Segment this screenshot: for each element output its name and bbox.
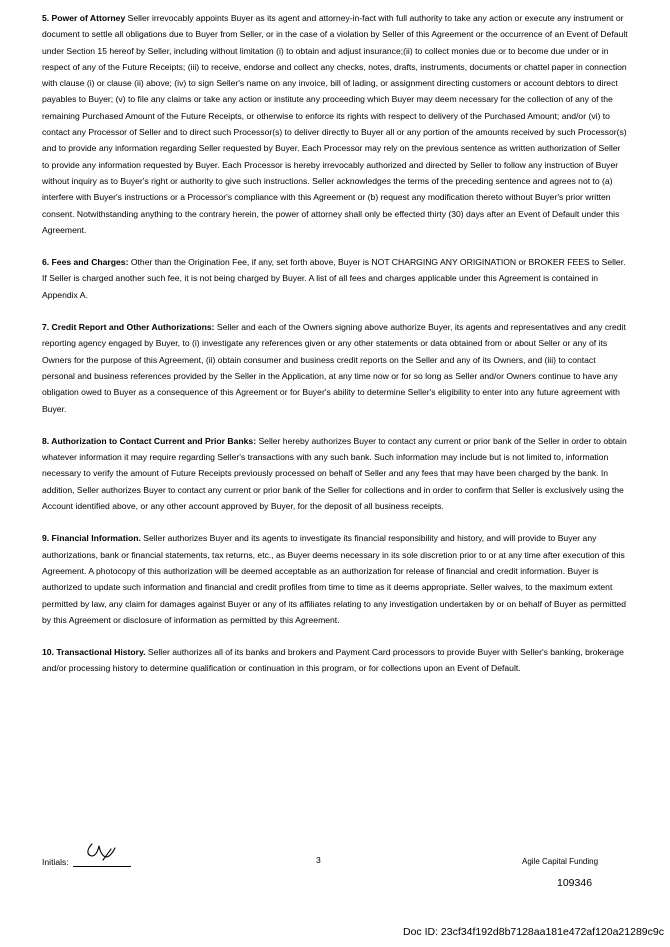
section-text: Other than the Origination Fee, if any, set forth above, Buyer is NOT CHARGING ANY ORIGINATION or BROKER FEES to Seller. If Seller is charged another such fee, it is not being charged by Buyer. A list of all fees and charges applicable under this Agreement is contained in Appendix A. — [42, 257, 626, 300]
section-heading: 8. Authorization to Contact Current and Prior Banks: — [42, 435, 257, 446]
initials-label: Initials: — [42, 857, 69, 867]
section-contact-banks — [42, 433, 628, 514]
section-transactional-history — [42, 644, 628, 677]
page-number: 3 — [316, 855, 321, 865]
handwritten-initials-signature — [83, 838, 119, 864]
section-financial-information — [42, 530, 628, 628]
section-heading: 10. Transactional History. — [42, 647, 146, 658]
section-heading: 9. Financial Information. — [42, 533, 141, 544]
section-heading: 5. Power of Attorney — [42, 13, 126, 23]
section-text: Seller authorizes all of its banks and brokers and Payment Card processors to provide Buyer with Seller's banking, brokerage and/or processing history to determine qualification or continuation in this program, or for collections upon an Event of Default. — [42, 647, 624, 674]
section-text: Seller irrevocably appoints Buyer as its agent and attorney-in-fact with full authority to take any action or execute any instrument or document to settle all obligations due to Buyer from Seller, or in the case of a violation by Seller of this Agreement or the occurrence of an Event of Default under Section 15 hereof by Seller, including without limitation (i) to obtain and adjust insurance;(ii) to collect monies due or to become due under or in respect of any of the Future Receipts; (iii) to receive, endorse and collect any checks, notes, drafts, instruments, documents or chattel paper in connection with clause (i) or clause (ii) above; (iv) to sign Seller's name on any invoice, bill of lading, or assignment directing customers or account debtors to direct payables to Buyer; (v) to file any claims or take any action or institute any proceeding which Buyer may deem necessary for the collection of any of the remaining Purchased Amount of the Future Receipts, or otherwise to enforce its rights with respect to delivery of the Purchased Amount; and/or (vi) to contact any Processor of Seller and to direct such Processor(s) to deliver directly to Buyer all or any portion of the amounts received by such Processor(s) and to provide any information regarding Seller requested by Buyer. Each Processor may rely on the previous sentence as written authorization of Seller to provide any information requested by Buyer. Each Processor is hereby irrevocably authorized and directed by Seller to follow any instruction of Buyer without inquiry as to Buyer's right or authority to give such instructions. Seller acknowledges the terms of the preceding sentence and agrees not to (a) interfere with Buyer's instructions or a Processor's compliance with this Agreement or (b) request any modification thereto without Buyer's prior written consent. Notwithstanding anything to the contrary herein, the power of attorney shall only be effected thirty (30) days after an Event of Default under this Agreement. — [42, 13, 628, 235]
reference-number: 109346 — [557, 877, 593, 889]
document-id: Doc ID: 23cf34f192d8b7128aa181e472af120a21289c9c — [403, 926, 664, 938]
document-body — [42, 10, 628, 693]
section-fees-and-charges — [42, 254, 628, 303]
initials-signature-line — [73, 852, 131, 867]
section-heading: 7. Credit Report and Other Authorizations: — [42, 322, 215, 333]
section-text: Seller authorizes Buyer and its agents to investigate its financial responsibility and history, and will provide to Buyer any authorizations, bank or financial statements, tax returns, etc., as Buyer deems necessary in its sole discretion prior to or at any time after execution of this Agreement. A photocopy of this authorization will be deemed acceptable as an authorization for release of financial and credit information. Buyer is authorized to update such information and financial and credit profiles from time to time as it deems appropriate. Seller waives, to the maximum extent permitted by law, any claim for damages against Buyer or any of its affiliates relating to any investigation undertaken by or on behalf of Buyer as permitted by this Agreement or disclosure of information as permitted by this Agreement. — [42, 533, 627, 625]
section-power-of-attorney — [42, 10, 628, 238]
section-text: Seller and each of the Owners signing above authorize Buyer, its agents and representatives and any credit reporting agency engaged by Buyer, to (i) investigate any references given or any other statements or data obtained from or about Seller or any of its Owners for the purpose of this Agreement, (ii) obtain consumer and business credit reports on the Seller and any of its Owners, and (iii) to contact personal and business references provided by the Seller in the Application, at any time now or for so long as Seller and/or Owners continue to have any obligation owed to Buyer as a consequence of this Agreement or for Buyer's ability to determine Seller's eligibility to enter into any future agreement with Buyer. — [42, 322, 626, 414]
company-name: Agile Capital Funding — [522, 857, 599, 866]
section-heading: 6. Fees and Charges: — [42, 257, 129, 268]
initials-block — [42, 852, 131, 867]
section-credit-report — [42, 319, 628, 417]
section-text: Seller hereby authorizes Buyer to contact any current or prior bank of the Seller in order to obtain whatever information it may require regarding Seller's transactions with any such bank. Such information may include but is not limited to, information necessary to verify the amount of Future Receipts previously processed on behalf of Seller and any fees that may have been charged by the bank. In addition, Seller authorizes Buyer to contact any current or prior bank of the Seller for collections and in order to confirm that Seller is exclusively using the Account identified above, or any other account approved by Buyer, for the deposit of all business receipts. — [42, 435, 627, 512]
